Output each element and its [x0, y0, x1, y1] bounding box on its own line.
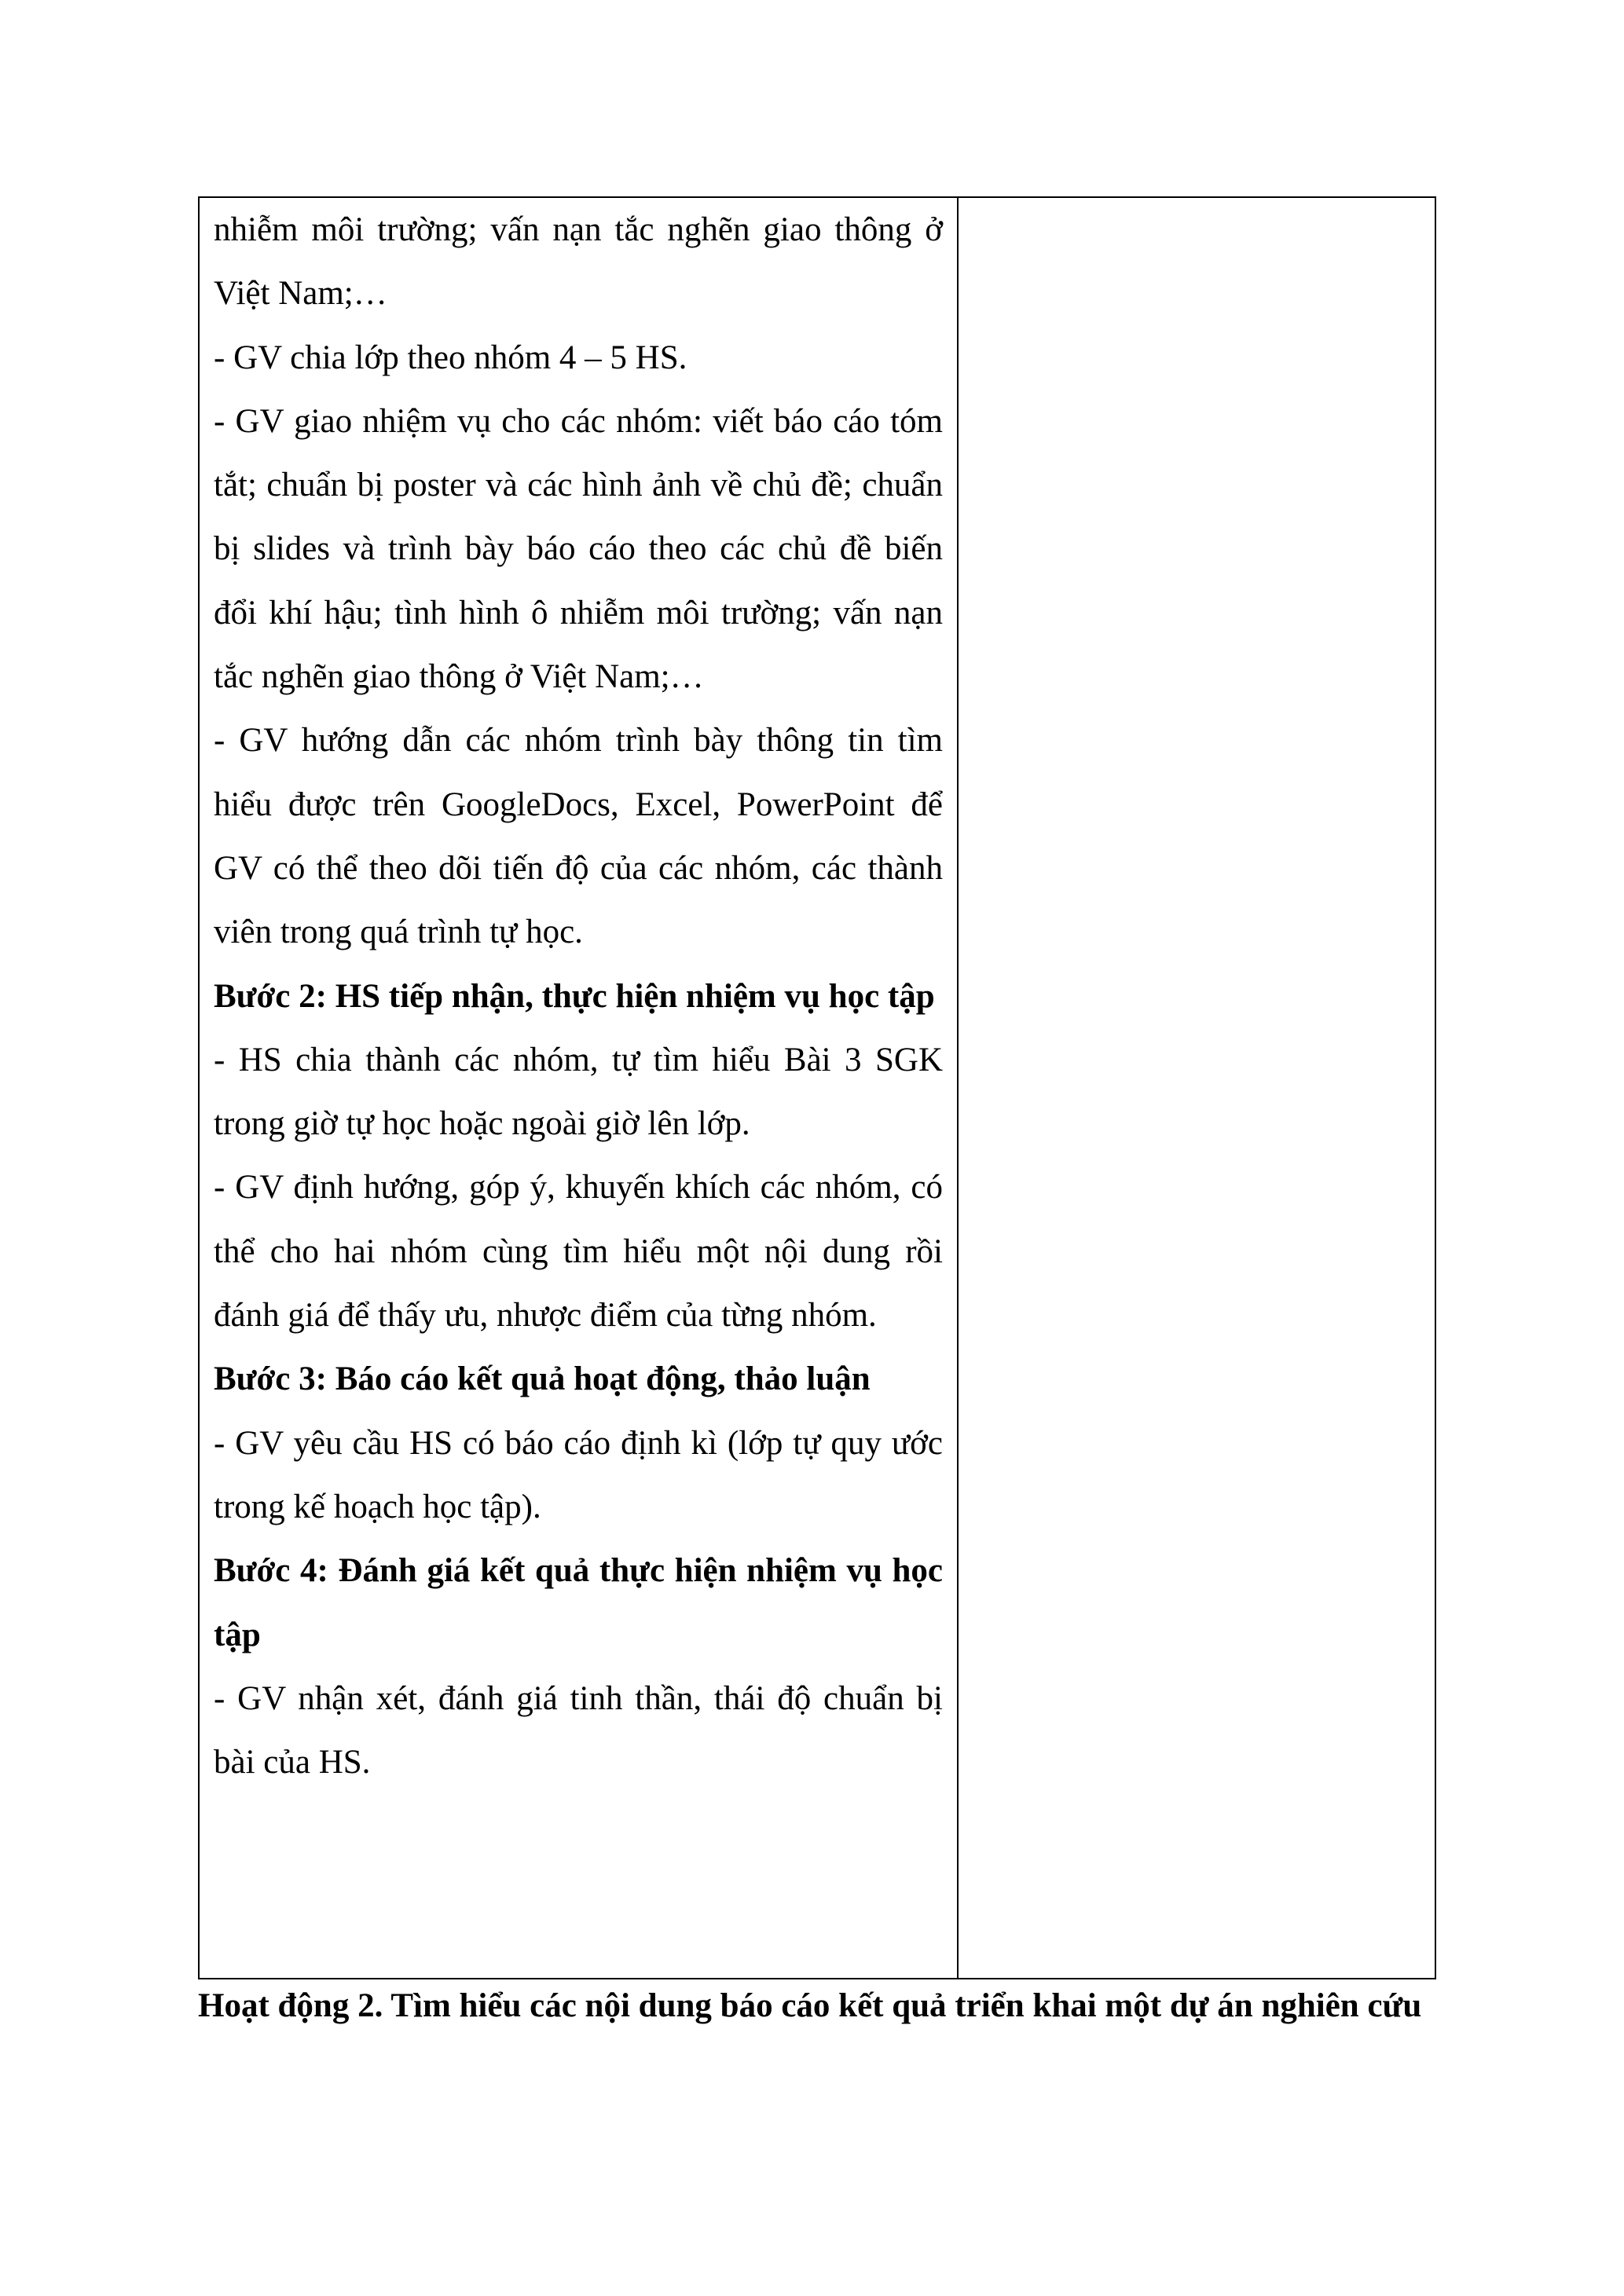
paragraph-presentation-guidance: - GV hướng dẫn các nhóm trình bày thông tin tìm hiểu được trên GoogleDocs, Excel, PowerPoint để GV có thể theo dõi tiến độ của các nhóm, các thành viên trong quá trình tự học. — [214, 722, 943, 951]
step-3-heading: Bước 3: Báo cáo kết quả hoạt động, thảo luận — [214, 1360, 871, 1398]
step-4-heading: Bước 4: Đánh giá kết quả thực hiện nhiệm vụ học tập — [214, 1552, 943, 1653]
paragraph-task-assignment: - GV giao nhiệm vụ cho các nhóm: viết báo cáo tóm tắt; chuẩn bị poster và các hình ảnh về chủ đề; chuẩn bị slides và trình bày báo cáo theo các chủ đề biến đổi khí hậu; tình hình ô nhiễm môi trường; vấn nạn tắc nghẽn giao thông ở Việt Nam;… — [214, 402, 943, 696]
paragraph-teacher-guidance: - GV định hướng, góp ý, khuyến khích các nhóm, có thể cho hai nhóm cùng tìm hiểu một nội dung rồi đánh giá để thấy ưu, nhược điểm của từng nhóm. — [214, 1169, 943, 1335]
paragraph-periodic-report: - GV yêu cầu HS có báo cáo định kì (lớp tự quy ước trong kế hoạch học tập). — [214, 1424, 943, 1525]
step-2-heading: Bước 2: HS tiếp nhận, thực hiện nhiệm vụ học tập — [214, 977, 935, 1015]
lesson-table — [198, 196, 1436, 1979]
paragraph-evaluation: - GV nhận xét, đánh giá tinh thần, thái độ chuẩn bị bài của HS. — [214, 1679, 943, 1782]
activity-steps-cell — [199, 197, 958, 1979]
activity-2-heading: Hoạt động 2. Tìm hiểu các nội dung báo cáo kết quả triển khai một dự án nghiên cứu — [198, 1987, 1422, 2024]
paragraph-group-division: - GV chia lớp theo nhóm 4 – 5 HS. — [214, 339, 687, 376]
paragraph-intro-continuation: nhiễm môi trường; vấn nạn tắc nghẽn giao thông ở Việt Nam;… — [214, 211, 943, 313]
expected-results-cell — [958, 197, 1435, 1979]
table-row — [199, 197, 1435, 1979]
paragraph-student-grouping: - HS chia thành các nhóm, tự tìm hiểu Bài 3 SGK trong giờ tự học hoặc ngoài giờ lên lớp. — [214, 1041, 943, 1143]
activity-steps-content — [200, 198, 957, 1978]
